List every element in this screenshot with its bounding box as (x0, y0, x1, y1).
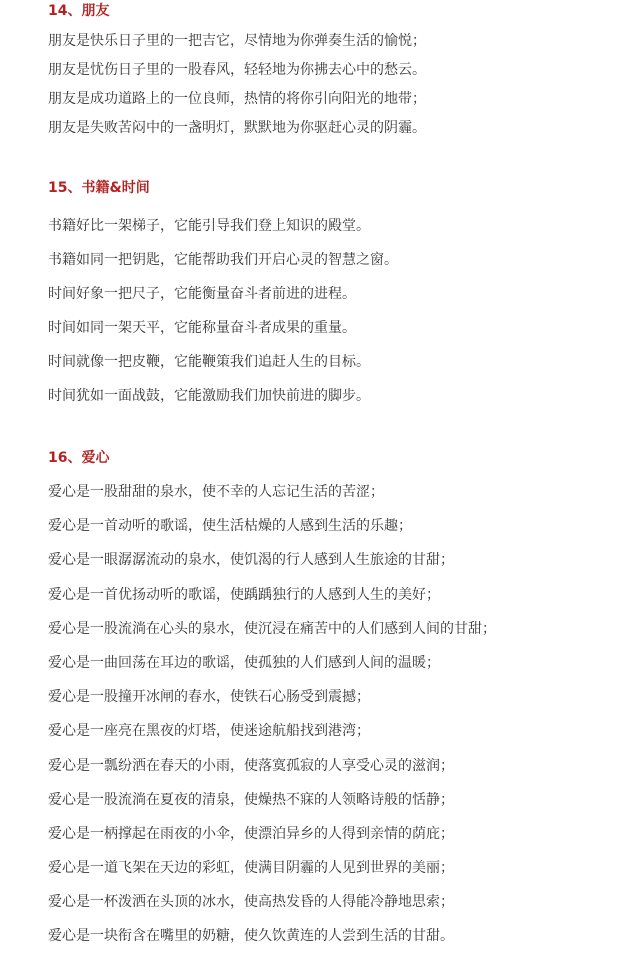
section-title: 14、朋友 (48, 3, 110, 19)
text-line: 爱心是一首动听的歌谣，使生活枯燥的人感到生活的乐趣； (48, 518, 412, 535)
text-line: 爱心是一股流淌在夏夜的清泉，使燥热不寐的人领略诗般的恬静； (48, 791, 454, 808)
text-line: 爱心是一块衔含在嘴里的奶糖，使久饮黄连的人尝到生活的甘甜。 (48, 928, 454, 945)
text-line: 爱心是一瓢纷洒在春天的小雨，使落寞孤寂的人享受心灵的滋润； (48, 757, 454, 774)
text-line: 书籍如同一把钥匙，它能帮助我们开启心灵的智慧之窗。 (48, 252, 398, 268)
text-line: 爱心是一股撞开冰闸的春水，使铁石心肠受到震撼； (48, 689, 370, 706)
text-line: 时间好象一把尺子，它能衡量奋斗者前进的进程。 (48, 286, 356, 302)
text-line: 爱心是一股甜甜的泉水，使不幸的人忘记生活的苦涩； (48, 484, 384, 500)
section-title: 16、爱心 (48, 450, 110, 466)
text-line: 爱心是一首优扬动听的歌谣，使踽踽独行的人感到人生的美好； (48, 586, 440, 603)
text-line: 时间就像一把皮鞭，它能鞭策我们追赶人生的目标。 (48, 354, 370, 370)
text-line: 爱心是一柄撑起在雨夜的小伞，使漂泊异乡的人得到亲情的荫庇； (48, 825, 454, 842)
section-title: 15、书籍&时间 (48, 180, 150, 196)
text-line: 爱心是一道飞架在天边的彩虹，使满目阴霾的人见到世界的美丽； (48, 860, 454, 877)
text-line: 朋友是成功道路上的一位良师，热情的将你引向阳光的地带； (48, 91, 426, 107)
text-line: 朋友是失败苦闷中的一盏明灯，默默地为你驱赶心灵的阴霾。 (48, 120, 426, 136)
section-lines (48, 475, 496, 954)
text-line: 爱心是一座亮在黑夜的灯塔，使迷途航船找到港湾； (48, 723, 370, 740)
text-line: 朋友是忧伤日子里的一股春风，轻轻地为你拂去心中的愁云。 (48, 62, 426, 78)
text-line: 爱心是一股流淌在心头的泉水，使沉浸在痛苦中的人们感到人间的甘甜； (48, 620, 496, 637)
text-line: 爱心是一杯泼洒在头顶的冰水，使高热发昏的人得能冷静地思索； (48, 894, 454, 911)
text-line: 书籍好比一架梯子，它能引导我们登上知识的殿堂。 (48, 218, 370, 234)
section-lines (48, 209, 398, 413)
text-line: 爱心是一曲回荡在耳边的歌谣，使孤独的人们感到人间的温暖； (48, 654, 440, 671)
text-line: 时间如同一架天平，它能称量奋斗者成果的重量。 (48, 320, 356, 336)
text-line: 朋友是快乐日子里的一把吉它，尽情地为你弹奏生活的愉悦； (48, 33, 426, 49)
section-lines (48, 27, 426, 143)
text-line: 爱心是一眼潺潺流动的泉水，使饥渴的行人感到人生旅途的甘甜； (48, 552, 454, 569)
text-line: 时间犹如一面战鼓，它能激励我们加快前进的脚步。 (48, 388, 370, 404)
